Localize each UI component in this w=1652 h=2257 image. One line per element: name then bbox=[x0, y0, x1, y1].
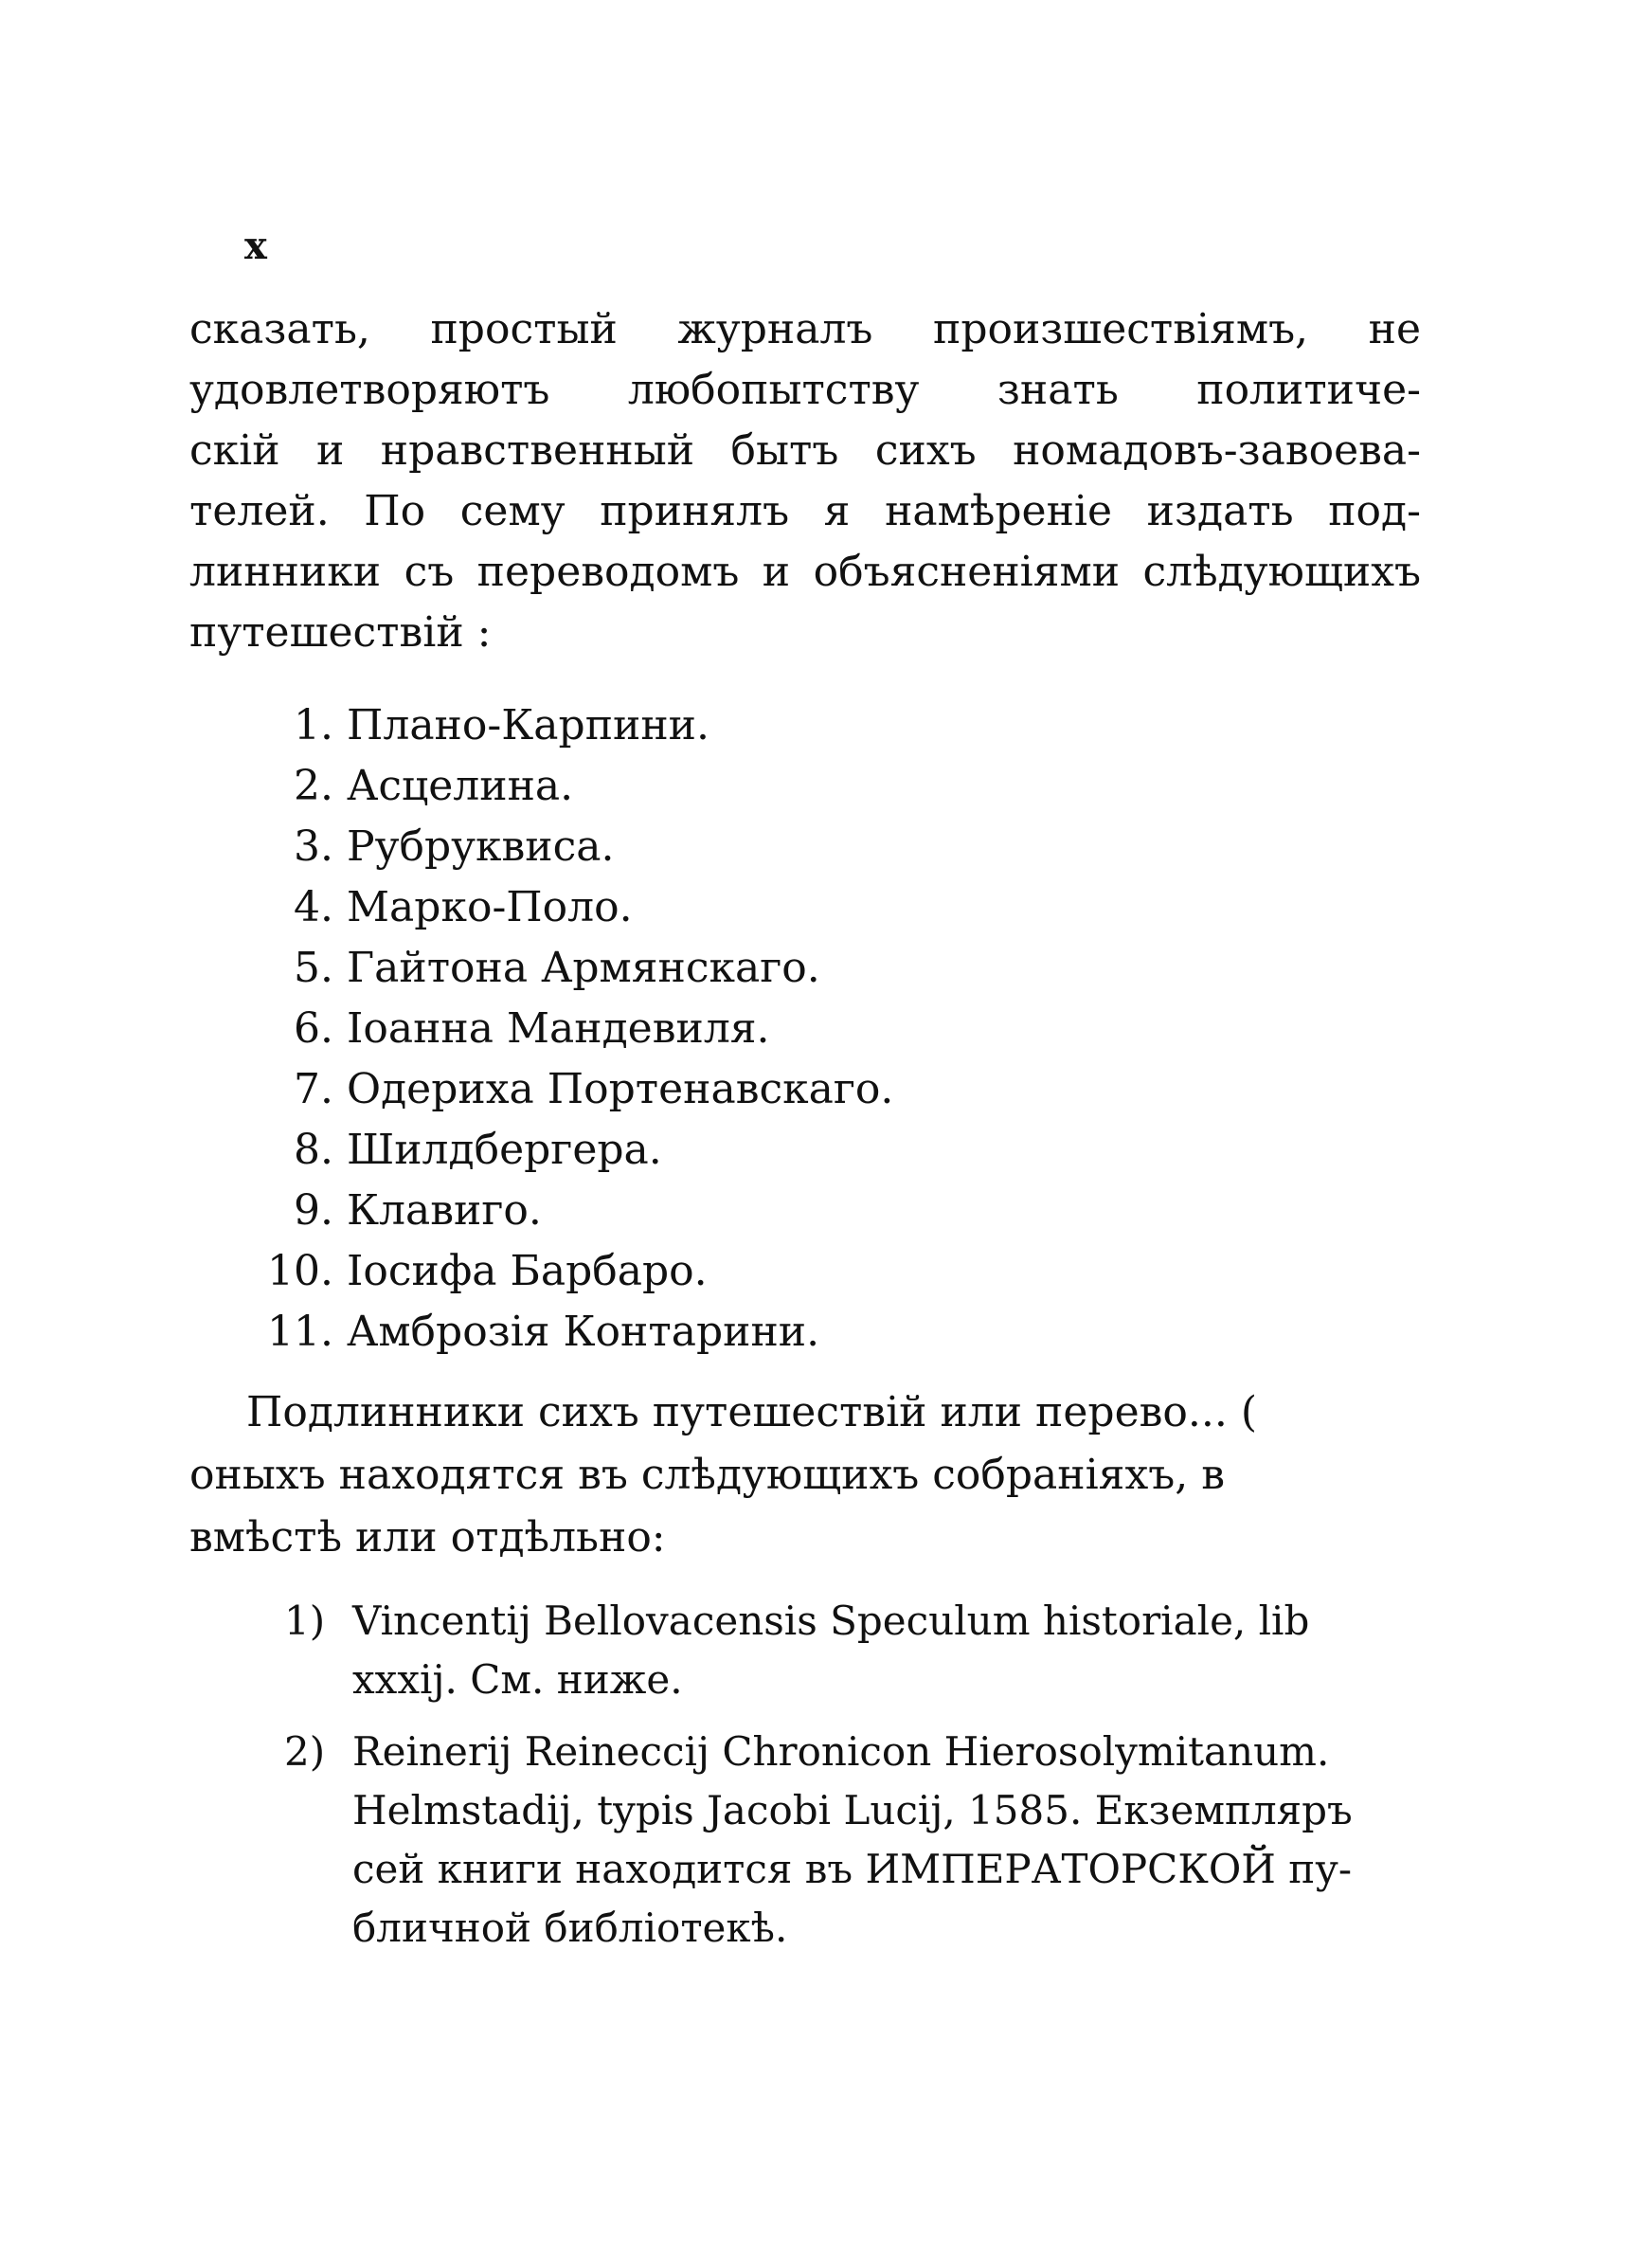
list-item bbox=[256, 938, 893, 999]
text-line: телей. По сему принялъ я намѣренiе издать под- bbox=[189, 487, 1421, 535]
list-item bbox=[256, 1302, 893, 1363]
sources-list bbox=[284, 1592, 1402, 1971]
item-number: 11. bbox=[267, 1308, 333, 1356]
text-line: удовлетворяютъ любопытству знать политиче- bbox=[189, 366, 1421, 414]
text-line: вмѣстѣ или отдѣльно: bbox=[189, 1513, 666, 1562]
source-item bbox=[284, 1592, 1402, 1709]
intro-paragraph bbox=[189, 299, 1421, 663]
item-name: Шилдбергера. bbox=[347, 1126, 662, 1174]
source-text bbox=[352, 1592, 1402, 1709]
item-number: 2. bbox=[294, 762, 333, 810]
list-item bbox=[256, 1181, 893, 1241]
source-number: 1) bbox=[284, 1598, 326, 1644]
text-line: сказать, простый журналъ произшествiямъ, не bbox=[189, 305, 1421, 353]
text-line: Подлинники сихъ путешествiй или перево... ( bbox=[246, 1388, 1257, 1436]
list-item bbox=[256, 877, 893, 938]
item-number: 4. bbox=[294, 883, 333, 931]
text-line: линники съ переводомъ и объясненiями слѣдующихъ bbox=[189, 548, 1421, 596]
text-line: Helmstadij, typis Jacobi Lucij, 1585. Екземпляръ bbox=[352, 1787, 1353, 1833]
text-line: скiй и нравственный бытъ сихъ номадовъ-завоева- bbox=[189, 426, 1421, 475]
list-item bbox=[256, 817, 893, 877]
item-number: 5. bbox=[294, 944, 333, 992]
item-name: Асцелина. bbox=[347, 762, 574, 810]
list-item bbox=[256, 1241, 893, 1302]
item-name: Iоанна Мандевиля. bbox=[347, 1004, 770, 1053]
travels-list bbox=[256, 695, 893, 1363]
text-line: Vincentij Bellovacensis Speculum historiale, lib bbox=[352, 1598, 1310, 1644]
text-line: xxxij. См. ниже. bbox=[352, 1656, 683, 1703]
text-line: путешествiй : bbox=[189, 608, 492, 657]
item-number: 1. bbox=[294, 701, 333, 749]
item-name: Гайтона Армянскаго. bbox=[347, 944, 820, 992]
text-line: бличной библiотекѣ. bbox=[352, 1905, 788, 1951]
list-item bbox=[256, 1120, 893, 1181]
source-number: 2) bbox=[284, 1728, 326, 1775]
item-name: Плано-Карпини. bbox=[347, 701, 709, 749]
item-name: Рубруквиса. bbox=[347, 822, 615, 871]
sources-paragraph bbox=[189, 1381, 1421, 1569]
source-text bbox=[352, 1723, 1402, 1958]
item-name: Марко-Поло. bbox=[347, 883, 633, 931]
item-number: 3. bbox=[294, 822, 333, 871]
text-line: Reinerij Reineccij Chronicon Hierosolymitanum. bbox=[352, 1728, 1330, 1775]
list-item bbox=[256, 999, 893, 1059]
text-line: оныхъ находятся въ слѣдующихъ собранiяхъ, в bbox=[189, 1451, 1225, 1499]
item-name: Одериха Портенавскаго. bbox=[347, 1065, 894, 1113]
item-number: 9. bbox=[294, 1186, 333, 1235]
item-number: 6. bbox=[294, 1004, 333, 1053]
page-number: x bbox=[244, 224, 267, 268]
list-item bbox=[256, 756, 893, 817]
item-name: Клавиго. bbox=[347, 1186, 542, 1235]
item-number: 10. bbox=[267, 1247, 333, 1295]
item-name: Амброзiя Контарини. bbox=[347, 1308, 820, 1356]
list-item bbox=[256, 695, 893, 756]
item-number: 7. bbox=[294, 1065, 333, 1113]
source-item bbox=[284, 1723, 1402, 1958]
item-number: 8. bbox=[294, 1126, 333, 1174]
text-line: сей книги находится въ ИМПЕРАТОРСКОЙ пу- bbox=[352, 1846, 1353, 1892]
list-item bbox=[256, 1059, 893, 1120]
item-name: Iосифа Барбаро. bbox=[347, 1247, 708, 1295]
